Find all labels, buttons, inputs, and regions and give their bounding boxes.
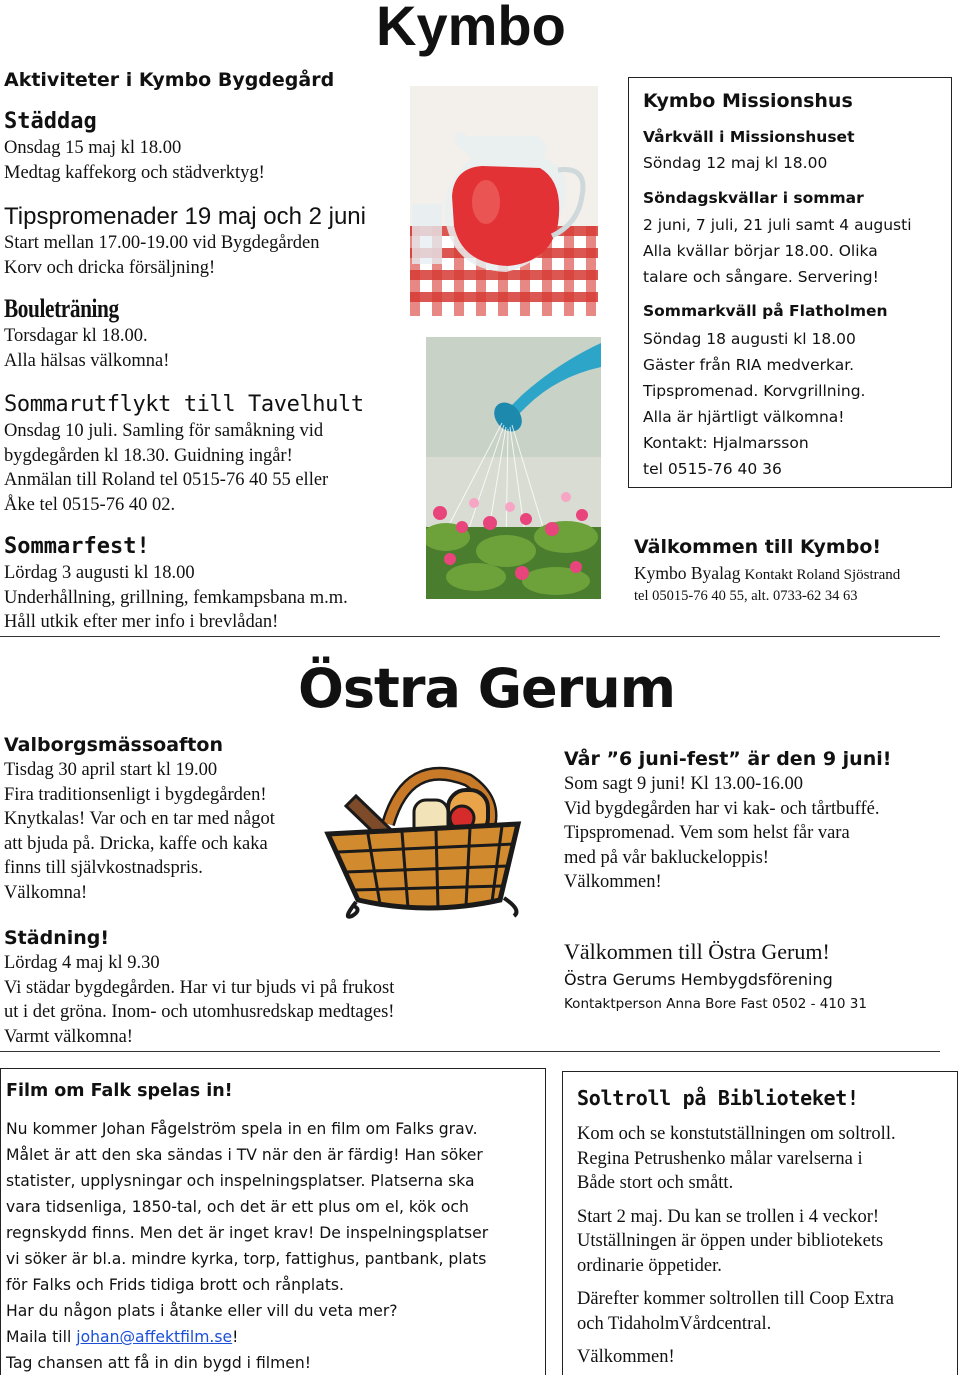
film-line: regnskydd finns. Men det är inget krav! De inspelningsplatser	[6, 1224, 489, 1242]
valborg-line: Fira traditionsenligt i bygdegården!	[4, 784, 267, 805]
soltroll-line: Utställningen är öppen under bibliotekets	[577, 1231, 884, 1251]
mail-prefix: Maila till	[6, 1328, 77, 1346]
tipspromenader-section	[4, 203, 366, 280]
flatholmen-line: Söndag 18 augusti kl 18.00	[643, 330, 856, 348]
flatholmen-text	[643, 326, 866, 482]
boule-line: Torsdagar kl 18.00.	[4, 326, 148, 346]
sondags-line: talare och sångare. Servering!	[643, 268, 879, 286]
valborg-line: finns till självkostnadspris.	[4, 858, 203, 878]
varkvall-line: Söndag 12 maj kl 18.00	[643, 154, 828, 172]
film-line: vi söker är bl.a. mindre kyrka, torp, fattighus, pantbank, plats	[6, 1250, 487, 1268]
divider-kymbo	[0, 636, 940, 637]
film-line: för Falks och Frids tidiga brott och rånplats.	[6, 1276, 345, 1294]
junifest-line: Som sagt 9 juni! Kl 13.00-16.00	[564, 774, 803, 794]
pitcher-picture	[410, 86, 598, 316]
soltroll-line: Kom och se konstutställningen om soltroll.	[577, 1124, 896, 1144]
junifest-section	[564, 746, 891, 895]
junifest-line: Vid bygdegården har vi kak- och tårtbuffé.	[564, 798, 880, 819]
byalag-line	[634, 563, 900, 584]
soltroll-line: Välkommen!	[577, 1347, 675, 1367]
sommarfest-line: Lördag 3 augusti kl 18.00	[4, 563, 195, 583]
stadning-line: Varmt välkomna!	[4, 1026, 133, 1047]
byalag-phone: tel 05015-76 40 55, alt. 0733-62 34 63	[634, 588, 858, 604]
soltroll-line: Därefter kommer soltrollen till Coop Extra	[577, 1289, 894, 1309]
staddag-section	[4, 108, 265, 185]
sommarutflykt-line: Åke tel 0515-76 40 02.	[4, 494, 176, 515]
bygdegard-header: Aktiviteter i Kymbo Bygdegård	[4, 69, 335, 91]
picnic-basket-picture	[318, 760, 536, 920]
flatholmen-line: Gäster från RIA medverkar.	[643, 356, 855, 374]
boule-section	[4, 294, 169, 373]
varkvall-heading: Vårkväll i Missionshuset	[643, 128, 855, 146]
junifest-heading: Vår ”6 juni-fest” är den 9 juni!	[564, 748, 892, 770]
flatholmen-heading: Sommarkväll på Flatholmen	[643, 302, 888, 320]
ostra-title: Östra Gerum	[298, 657, 676, 720]
sommarutflykt-heading: Sommarutflykt till Tavelhult	[4, 392, 364, 417]
staddag-line: Medtag kaffekorg och städverktyg!	[4, 162, 265, 183]
staddag-line: Onsdag 15 maj kl 18.00	[4, 138, 182, 158]
film-mail-line	[6, 1324, 488, 1350]
valborg-line: Knytkalas! Var och en tar med något	[4, 809, 275, 829]
boule-line: Alla hälsas välkomna!	[4, 350, 170, 371]
valborg-line: Välkomna!	[4, 882, 88, 903]
mail-suffix: !	[232, 1328, 239, 1346]
valborg-line: att bjuda på. Dricka, kaffe och kaka	[4, 833, 268, 854]
sommarfest-heading: Sommarfest!	[4, 534, 150, 559]
kymbo-welcome-heading: Välkommen till Kymbo!	[634, 536, 882, 558]
sommarutflykt-line: Anmälan till Roland tel 0515-76 40 55 eller	[4, 470, 329, 490]
film-heading: Film om Falk spelas in!	[6, 1081, 233, 1101]
soltroll-line: Start 2 maj. Du kan se trollen i 4 veckor!	[577, 1206, 880, 1227]
soltroll-heading: Soltroll på Biblioteket!	[577, 1086, 859, 1110]
valborg-line: Tisdag 30 april start kl 19.00	[4, 760, 218, 780]
stadning-heading: Städning!	[4, 927, 110, 949]
stadning-line: Lördag 4 maj kl 9.30	[4, 953, 160, 973]
sondags-line: 2 juni, 7 juli, 21 juli samt 4 augusti	[643, 216, 912, 234]
watering-can-picture	[426, 337, 601, 599]
divider-ostra	[0, 1051, 940, 1052]
sommarutflykt-section	[4, 391, 364, 517]
sondags-text	[643, 212, 912, 290]
film-line: vara tidsenliga, 1850-tal, och det är ett plus om el, kök och	[6, 1198, 469, 1216]
soltroll-line: och TidaholmVårdcentral.	[577, 1313, 772, 1334]
sommarutflykt-line: bygdegården kl 18.30. Guidning ingår!	[4, 445, 293, 466]
sommarfest-section	[4, 533, 348, 635]
flatholmen-line: tel 0515-76 40 36	[643, 460, 782, 478]
sommarutflykt-line: Onsdag 10 juli. Samling för samåkning vid	[4, 421, 324, 441]
sondags-heading: Söndagskvällar i sommar	[643, 189, 864, 207]
film-line: Tag chansen att få in din bygd i filmen!	[6, 1354, 312, 1372]
soltroll-box	[562, 1071, 958, 1375]
kymbo-title: Kymbo	[376, 0, 566, 57]
stadning-line: ut i det gröna. Inom- och utomhusredskap medtages!	[4, 1002, 395, 1022]
ostra-welcome-heading: Välkommen till Östra Gerum!	[564, 939, 830, 964]
ostra-forening: Östra Gerums Hembygdsförening	[564, 970, 833, 989]
sondags-line: Alla kvällar börjar 18.00. Olika	[643, 242, 878, 260]
flatholmen-line: Kontakt: Hjalmarsson	[643, 434, 809, 452]
stadning-line: Vi städar bygdegården. Har vi tur bjuds vi på frukost	[4, 977, 395, 998]
soltroll-line: Regina Petrushenko målar varelserna i	[577, 1148, 863, 1169]
stadning-section	[4, 925, 394, 1049]
film-box	[0, 1068, 546, 1375]
film-line: Nu kommer Johan Fågelström spela in en film om Falks grav.	[6, 1120, 478, 1138]
film-line: statister, upplysningar och inspelningsplatser. Platserna ska	[6, 1172, 475, 1190]
sommarfest-line: Underhållning, grillning, femkampsbana m.m.	[4, 587, 348, 608]
junifest-line: Tipspromenad. Vem som helst får vara	[564, 823, 850, 843]
boule-heading: Bouleträning	[4, 294, 119, 323]
tipspromenader-line: Korv och dricka försäljning!	[4, 257, 216, 278]
valborg-heading: Valborgsmässoafton	[4, 734, 223, 756]
film-line: Målet är att den ska sändas i TV när den är färdig! Han söker	[6, 1146, 483, 1164]
staddag-heading: Städdag	[4, 109, 97, 134]
soltroll-line: ordinarie öppetider.	[577, 1255, 722, 1276]
valborg-section	[4, 732, 275, 905]
flatholmen-line: Tipspromenad. Korvgrillning.	[643, 382, 866, 400]
junifest-line: Välkommen!	[564, 872, 662, 892]
missionshus-title: Kymbo Missionshus	[643, 90, 853, 112]
byalag-name: Kymbo Byalag	[634, 563, 741, 583]
tipspromenader-heading: Tipspromenader 19 maj och 2 juni	[4, 203, 366, 230]
byalag-contact: Kontakt Roland Sjöstrand	[744, 567, 901, 583]
film-text	[6, 1116, 488, 1376]
soltroll-text	[577, 1122, 896, 1370]
ostra-contact: Kontaktperson Anna Bore Fast 0502 - 410 31	[564, 996, 867, 1012]
email-link[interactable]: johan@affektfilm.se	[76, 1328, 233, 1346]
soltroll-line: Både stort och smått.	[577, 1173, 734, 1193]
missionshus-box	[628, 77, 952, 488]
junifest-line: med på vår bakluckeloppis!	[564, 847, 769, 868]
tipspromenader-line: Start mellan 17.00-19.00 vid Bygdegården	[4, 233, 320, 253]
sommarfest-line: Håll utkik efter mer info i brevlådan!	[4, 612, 279, 632]
flatholmen-line: Alla är hjärtligt välkomna!	[643, 408, 845, 426]
film-line: Har du någon plats i åtanke eller vill du veta mer?	[6, 1302, 398, 1320]
